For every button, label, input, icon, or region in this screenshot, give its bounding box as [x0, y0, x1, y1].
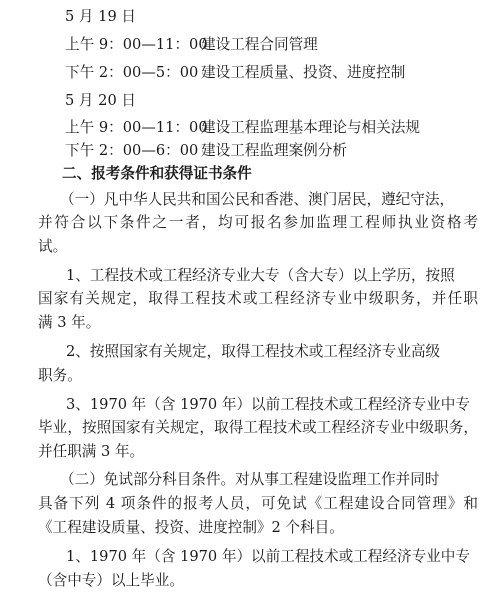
session-time: 下午 2：00—6：00: [65, 142, 199, 159]
session-subject: 建设工程监理基本理论与相关法规: [201, 119, 420, 136]
paragraph-line: 《工程建设质量、投资、进度控制》2 个科目。: [38, 519, 344, 536]
list-item-line: 1、工程技术或工程经济专业大专（含大专）以上学历，按照: [66, 267, 455, 284]
schedule-row: [65, 119, 420, 137]
paragraph-line: 试。: [38, 238, 68, 255]
paragraph-line: 并符合以下条件之一者，均可报名参加监理工程师执业资格考: [38, 214, 478, 231]
date-may-19: 5 月 19 日: [65, 8, 136, 25]
schedule-row: [65, 36, 318, 54]
list-item-line: 3、1970 年（含 1970 年）以前工程技术或工程经济专业中专: [66, 396, 470, 413]
list-item-line: 并任职满 3 年。: [38, 443, 145, 460]
schedule-row: [65, 142, 347, 160]
session-time: 上午 9：00—11：00: [65, 36, 208, 53]
list-item-line: 2、按照国家有关规定，取得工程技术或工程经济专业高级: [66, 343, 441, 360]
schedule-row: [65, 64, 405, 82]
session-subject: 建设工程质量、投资、进度控制: [201, 64, 406, 81]
paragraph-line: （二）免试部分科目条件。对从事工程建设监理工作并同时: [60, 471, 440, 488]
session-time: 下午 2：00—5：00: [65, 64, 199, 81]
session-subject: 建设工程监理案例分析: [201, 142, 347, 159]
list-item-line: 满 3 年。: [38, 314, 101, 331]
list-item-line: 职务。: [38, 367, 82, 384]
paragraph-line: （一）凡中华人民共和国公民和香港、澳门居民，遵纪守法，: [60, 191, 455, 208]
list-item-line: 国家有关规定，取得工程技术或工程经济专业中级职务，并任职: [38, 290, 478, 307]
session-subject: 建设工程合同管理: [201, 36, 318, 53]
date-may-20: 5 月 20 日: [65, 92, 136, 109]
list-item-line: （含中专）以上毕业。: [38, 572, 184, 589]
paragraph-line: 具备下列 4 项条件的报考人员，可免试《工程建设合同管理》和: [38, 495, 478, 512]
section-heading: 二、报考条件和获得证书条件: [62, 165, 252, 182]
list-item-line: 毕业，按照国家有关规定，取得工程技术或工程经济专业中级职务，: [38, 419, 478, 436]
session-time: 上午 9：00—11：00: [65, 119, 208, 136]
list-item-line: 1、1970 年（含 1970 年）以前工程技术或工程经济专业中专: [66, 548, 470, 565]
